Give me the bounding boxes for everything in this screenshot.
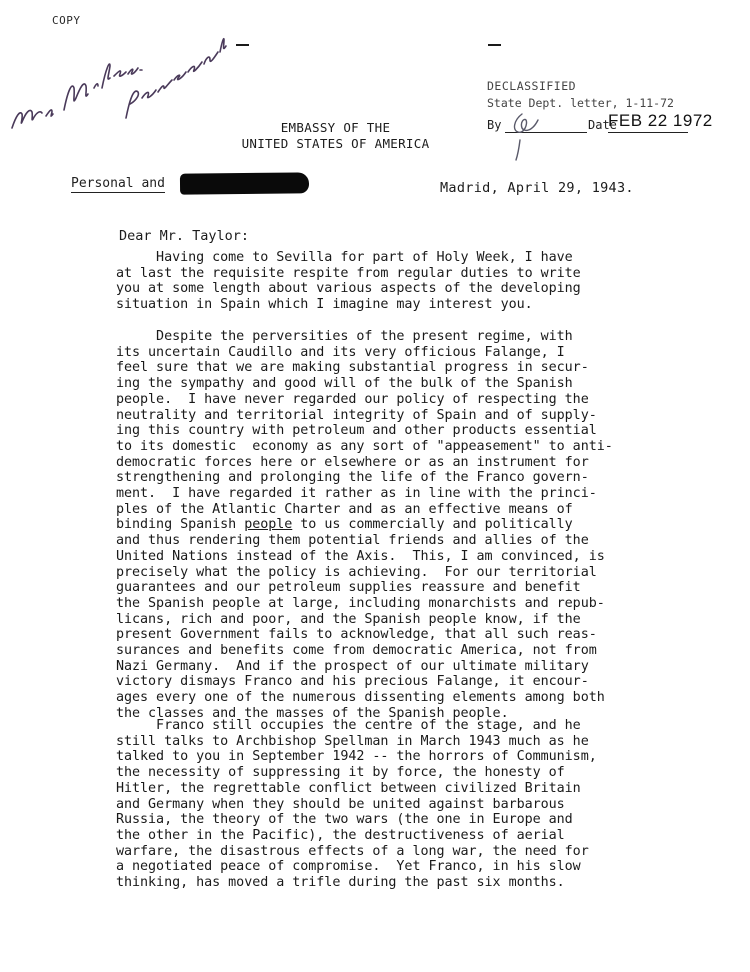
letterhead-line-1: EMBASSY OF THE (280, 120, 391, 135)
text-line: a negotiated peace of compromise. Yet Franco, in his slow (116, 859, 581, 875)
text-line: at last the requisite respite from regular duties to write (116, 265, 581, 281)
text-line: talked to you in September 1942 -- the horrors of Communism, (116, 749, 597, 765)
text-line: Franco still occupies the centre of the stage, and he (116, 718, 581, 733)
text-line: still talks to Archbishop Spellman in March 1943 much as he (116, 733, 589, 749)
declassification-stamp (487, 78, 674, 112)
text-line: you at some length about various aspects of the developing (116, 281, 581, 297)
text-line: Russia, the theory of the two wars (the one in Europe and (116, 812, 573, 828)
text-line: to its domestic economy as any sort of "appeasement" to anti- (116, 438, 613, 454)
text-line: and thus rendering them potential friends and allies of the (116, 533, 589, 549)
text-line: victory dismays Franco and his precious Falange, it encour- (116, 674, 589, 690)
text-line: United Nations instead of the Axis. This, I am convinced, is (116, 548, 605, 564)
salutation: Dear Mr. Taylor: (119, 228, 250, 244)
date-label: Date (588, 118, 617, 132)
by-label: By (487, 118, 502, 132)
text-line: ples of the Atlantic Charter and as an effective means of (116, 501, 573, 517)
text-line: ment. I have regarded it rather as in line with the princi- (116, 486, 597, 502)
declassification-authority: State Dept. letter, 1-11-72 (487, 96, 674, 110)
text-line: thinking, has moved a trifle during the past six months. (116, 875, 565, 891)
text-line: licans, rich and poor, and the Spanish people know, if the (116, 611, 581, 627)
text-line: ing this country with petroleum and other products essential (116, 423, 597, 439)
body-paragraph-3 (116, 718, 661, 891)
text-line: Having come to Sevilla for part of Holy Week, I have (116, 250, 573, 265)
text-line: binding Spanish people to us commercially and politically (116, 517, 573, 533)
text-line: and Germany when they should be united against barbarous (116, 796, 565, 812)
letterhead (228, 120, 443, 152)
handwritten-note (6, 18, 246, 138)
text-line: feel sure that we are making substantial progress in secur- (116, 360, 589, 376)
text-line: warfare, the disastrous effects of a long war, the need for (116, 843, 589, 859)
text-line: people. I have never regarded our policy of respecting the (116, 391, 589, 407)
text-line: Hitler, the regrettable conflict between civilized Britain (116, 780, 581, 796)
text-line: guarantees and our petroleum supplies reassure and benefit (116, 580, 581, 596)
letterhead-line-2: UNITED STATES OF AMERICA (241, 136, 430, 151)
text-line: ing the sympathy and good will of the bulk of the Spanish (116, 376, 573, 392)
letter-date: Madrid, April 29, 1943. (440, 180, 634, 196)
classification-text: Personal and (71, 176, 165, 191)
text-line: Nazi Germany. And if the prospect of our ultimate military (116, 658, 589, 674)
text-line: precisely what the policy is achieving. For our territorial (116, 564, 597, 580)
text-line: ages every one of the numerous dissenting elements among both (116, 690, 605, 706)
text-line: Despite the perversities of the present regime, with (116, 329, 573, 344)
declassifier-initials (504, 110, 554, 162)
copy-label: COPY (52, 14, 81, 27)
text-line: democratic forces here or elsewhere or as an instrument for (116, 454, 589, 470)
stray-mark (236, 44, 249, 46)
text-line: strengthening and prolonging the life of the Franco govern- (116, 470, 589, 486)
text-line: present Government fails to acknowledge, that all such reas- (116, 627, 597, 643)
classification-marking (71, 176, 165, 191)
date-line (608, 132, 688, 133)
text-line: situation in Spain which I imagine may interest you. (116, 297, 533, 313)
text-line: surances and benefits come from democratic America, not from (116, 643, 597, 659)
declassification-date-stamp: FEB 22 1972 (608, 111, 713, 130)
stray-mark (488, 44, 501, 46)
text-line: the classes and the masses of the Spanish people. (116, 705, 509, 721)
declassified-label: DECLASSIFIED (487, 79, 577, 93)
text-line: the necessity of suppressing it by force, the honesty of (116, 765, 565, 781)
body-paragraph-2 (116, 329, 661, 722)
text-line: the Spanish people at large, including monarchists and repub- (116, 595, 605, 611)
declassification-by-row (487, 118, 617, 132)
text-line: neutrality and territorial integrity of Spain and of supply- (116, 407, 597, 423)
text-line: its uncertain Caudillo and its very officious Falange, I (116, 344, 565, 360)
redaction-bar (180, 172, 309, 194)
text-line: the other in the Pacific), the destructiveness of aerial (116, 827, 565, 843)
body-paragraph-1 (116, 250, 661, 313)
